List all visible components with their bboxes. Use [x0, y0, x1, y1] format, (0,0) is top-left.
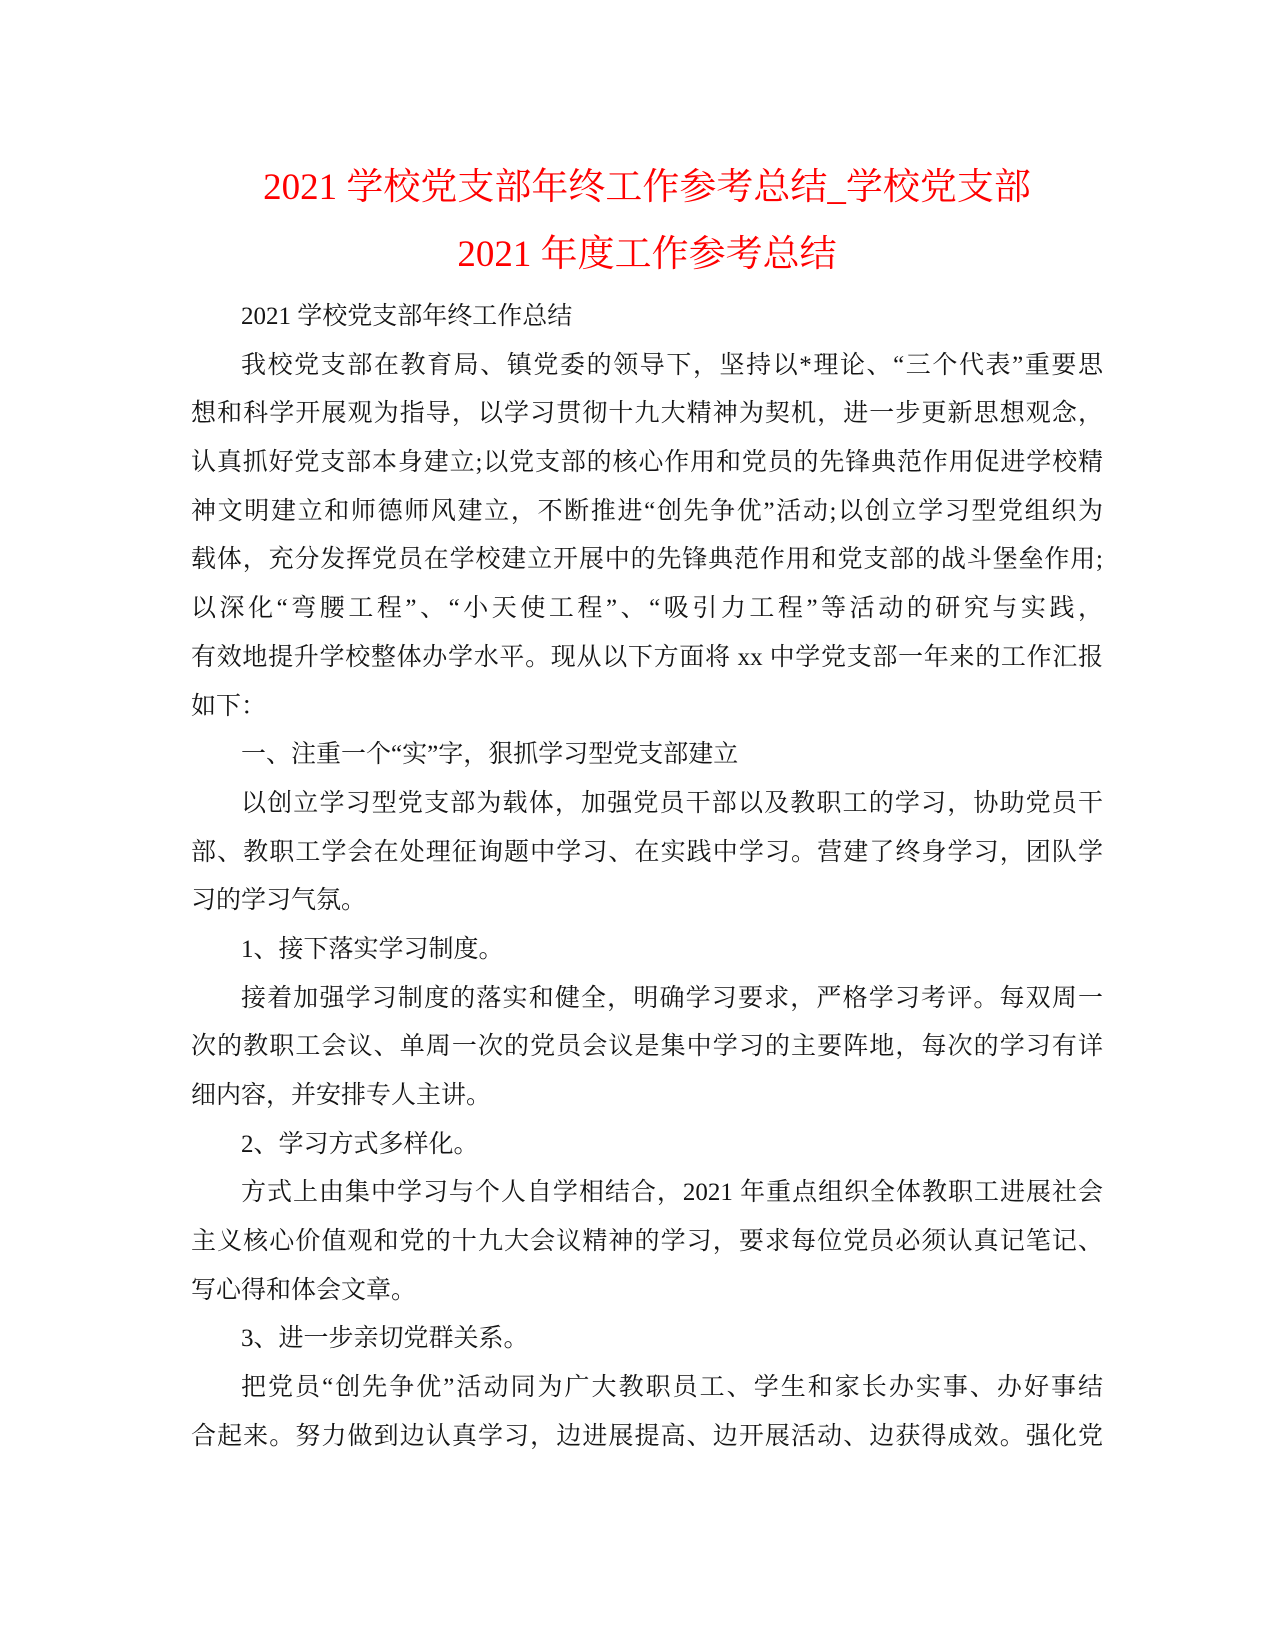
body-line: 神文明建立和师德师风建立，不断推进“创先争优”活动;以创立学习型党组织为: [191, 497, 1103, 525]
document-title: [191, 154, 1103, 288]
body-line: 以深化“弯腰工程”、“小天使工程”、“吸引力工程”等活动的研究与实践，: [191, 595, 1103, 623]
body-line: 一、注重一个“实”字，狠抓学习型党支部建立: [241, 741, 739, 769]
document-body: [191, 293, 1103, 1462]
body-line: 主义核心价值观和党的十九大会议精神的学习，要求每位党员必须认真记笔记、: [191, 1228, 1103, 1256]
body-line: 接着加强学习制度的落实和健全，明确学习要求，严格学习考评。每双周一: [241, 984, 1103, 1012]
title-line: 2021 年度工作参考总结: [457, 234, 837, 275]
body-line: 部、教职工学会在处理征询题中学习、在实践中学习。营建了终身学习，团队学: [191, 838, 1103, 866]
body-line: 2021 学校党支部年终工作总结: [241, 303, 573, 330]
body-line: 我校党支部在教育局、镇党委的领导下，坚持以*理论、“三个代表”重要思: [241, 351, 1103, 379]
body-line: 方式上由集中学习与个人自学相结合，2021 年重点组织全体教职工进展社会: [241, 1179, 1103, 1207]
body-line: 有效地提升学校整体办学水平。现从以下方面将 xx 中学党支部一年来的工作汇报: [191, 643, 1103, 671]
body-line: 写心得和体会文章。: [191, 1276, 417, 1304]
body-line: 细内容，并安排专人主讲。: [191, 1082, 492, 1109]
body-line: 载体，充分发挥党员在学校建立开展中的先锋典范作用和党支部的战斗堡垒作用;: [191, 546, 1103, 574]
body-line: 以创立学习型党支部为载体，加强党员干部以及教职工的学习，协助党员干: [241, 789, 1103, 817]
body-line: 习的学习气氛。: [191, 887, 367, 915]
title-line: 2021 学校党支部年终工作参考总结_学校党支部: [263, 167, 1031, 208]
body-line: 1、接下落实学习制度。: [241, 935, 504, 963]
body-line: 认真抓好党支部本身建立;以党支部的核心作用和党员的先锋典范作用促进学校精: [191, 449, 1103, 477]
body-line: 把党员“创先争优”活动同为广大教职员工、学生和家长办实事、办好事结: [241, 1374, 1103, 1402]
body-line: 如下：: [191, 692, 267, 720]
body-line: 想和科学开展观为指导，以学习贯彻十九大精神为契机，进一步更新思想观念，: [191, 400, 1103, 428]
body-line: 3、进一步亲切党群关系。: [241, 1325, 529, 1353]
body-line: 2、学习方式多样化。: [241, 1130, 479, 1158]
body-line: 次的教职工会议、单周一次的党员会议是集中学习的主要阵地，每次的学习有详: [191, 1033, 1103, 1061]
body-line: 合起来。努力做到边认真学习，边进展提高、边开展活动、边获得成效。强化党: [191, 1422, 1103, 1450]
